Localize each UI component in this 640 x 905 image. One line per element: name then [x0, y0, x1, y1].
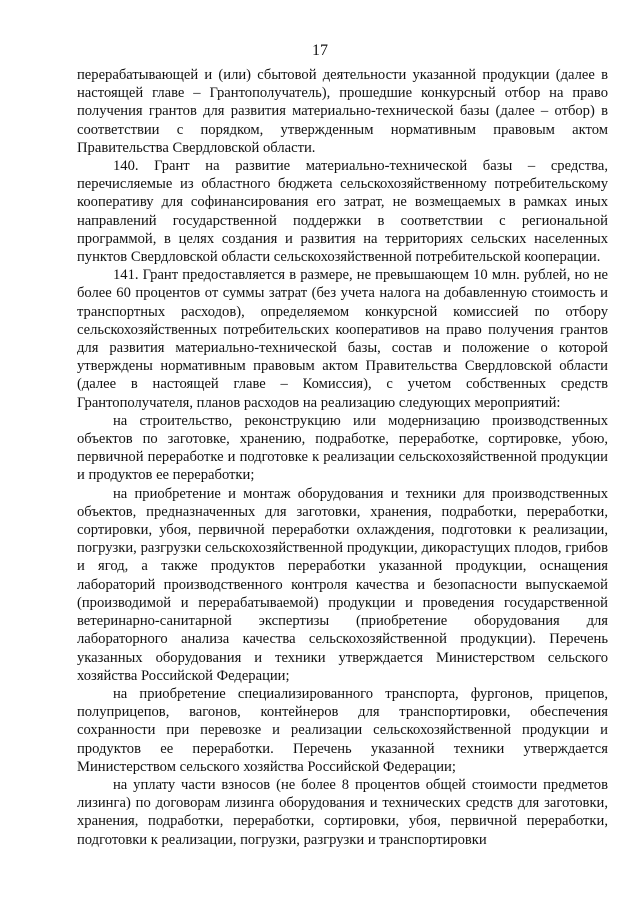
paragraph-141: 141. Грант предоставляется в размере, не превышающем 10 млн. рублей, но не более 60 процентов от суммы затрат (без учета налога на добавленную стоимость и транспортных расходов), определяемом конкурсной комиссией по отбору сельскохозяйственных потребительских кооперативов на право получения грантов для развития материально-технической базы, состав и положение о которой утверждены нормативным правовым актом Правительства Свердловской области (далее в настоящей главе – Комиссия), с учетом собственных средств Грантополучателя, планов расходов на реализацию следующих мероприятий:: [77, 267, 608, 411]
document-body: [77, 66, 608, 849]
list-item-equipment: на приобретение и монтаж оборудования и техники для производственных объектов, предназначенных для заготовки, хранения, подработки, переработки, сортировки, убоя, первичной переработки охлаждения, подготовки к реализации, погрузки, разгрузки сельскохозяйственной продукции, дикорастущих плодов, грибов и ягод, а также продуктов переработки указанной продукции, оснащения лабораторий производственного контроля качества и безопасности выпускаемой (производимой и перерабатываемой) продукции и проведения государственной ветеринарно-санитарной экспертизы (приобретение оборудования для лабораторного анализа качества сельскохозяйственной продукции). Перечень указанных оборудования и техники утверждается Министерством сельского хозяйства Российской Федерации;: [77, 485, 608, 684]
list-item-transport: на приобретение специализированного транспорта, фургонов, прицепов, полуприцепов, вагонов, контейнеров для транспортировки, обеспечения сохранности при перевозке и реализации сельскохозяйственной продукции и продуктов ее переработки. Перечень указанной техники утверждается Министерством сельского хозяйства Российской Федерации;: [77, 685, 608, 775]
paragraph-140: 140. Грант на развитие материально-технической базы – средства, перечисляемые из областного бюджета сельскохозяйственному потребительскому кооперативу для софинансирования его затрат, не возмещаемых в рамках иных направлений государственной поддержки в соответствии с региональной программой, в целях создания и развития на территориях сельских населенных пунктов Свердловской области сельскохозяйственной потребительской кооперации.: [77, 158, 608, 266]
list-item-leasing: на уплату части взносов (не более 8 процентов общей стоимости предметов лизинга) по договорам лизинга оборудования и технических средств для заготовки, хранения, подработки, переработки, сортировки, убоя, первичной переработки, подготовки к реализации, погрузки, разгрузки и транспортировки: [77, 776, 608, 848]
page-number: 17: [312, 42, 328, 59]
list-item-construction: на строительство, реконструкцию или модернизацию производственных объектов по заготовке, хранению, подработке, переработке, сортировке, убою, первичной переработке и подготовке к реализации сельскохозяйственной продукции и продуктов ее переработки;: [77, 412, 608, 484]
paragraph-continuation: перерабатывающей и (или) сбытовой деятельности указанной продукции (далее в настоящей главе – Грантополучатель), прошедшие конкурсный отбор на право получения грантов для развития материально-технической базы (далее – отбор) в соответствии с порядком, утвержденным нормативным правовым актом Правительства Свердловской области.: [77, 67, 608, 156]
